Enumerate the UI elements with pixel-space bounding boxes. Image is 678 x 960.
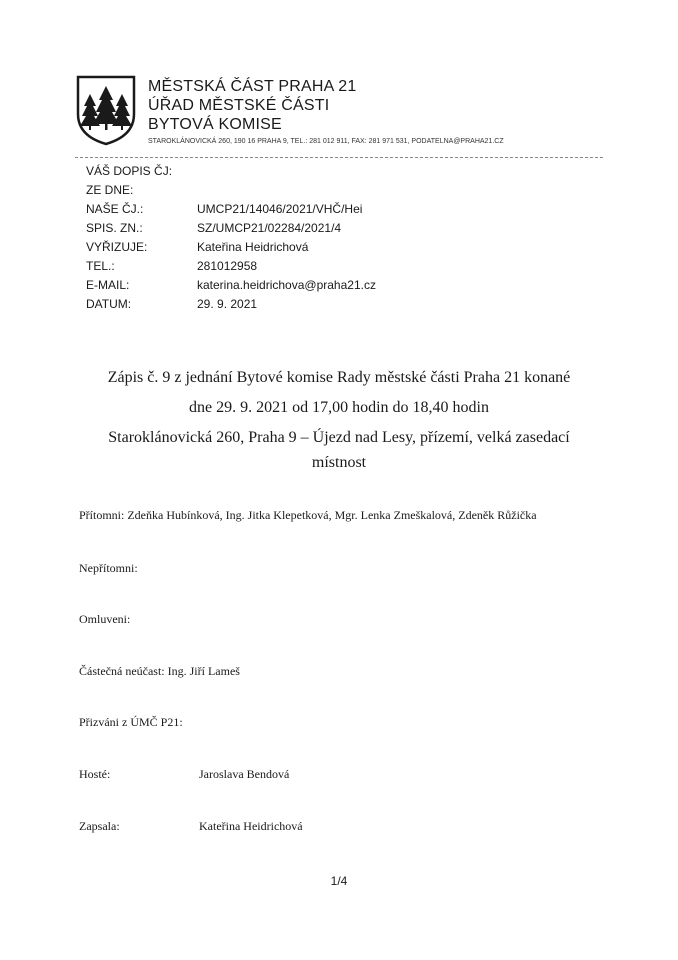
meta-value-date: 29. 9. 2021 bbox=[197, 297, 258, 311]
meta-label-handler: VYŘIZUJE: bbox=[86, 240, 148, 254]
org-name-line1: MĚSTSKÁ ČÁST PRAHA 21 bbox=[148, 78, 357, 95]
recorder-value: Kateřina Heidrichová bbox=[199, 819, 303, 833]
meta-value-handler: Kateřina Heidrichová bbox=[197, 240, 309, 254]
present-line: Přítomni: Zdeňka Hubínková, Ing. Jitka Klepetková, Mgr. Lenka Zmeškalová, Zdeněk Růžička bbox=[79, 508, 537, 522]
page-number: 1/4 bbox=[330, 874, 348, 888]
meta-value-our-ref: UMCP21/14046/2021/VHČ/Hei bbox=[197, 202, 363, 216]
meta-label-file-no: SPIS. ZN.: bbox=[86, 221, 143, 235]
recorder-label: Zapsala: bbox=[79, 819, 120, 833]
meta-value-email: katerina.heidrichova@praha21.cz bbox=[197, 278, 376, 292]
invited-line: Přizváni z ÚMČ P21: bbox=[79, 715, 183, 729]
excused-line: Omluveni: bbox=[79, 612, 131, 626]
org-address: STAROKLÁNOVICKÁ 260, 190 16 PRAHA 9, TEL.: 281 012 911, FAX: 281 971 531, PODATELNA@PRAHA21.CZ bbox=[148, 138, 504, 145]
coat-of-arms-trees-icon bbox=[75, 74, 137, 146]
meta-label-phone: TEL.: bbox=[86, 259, 115, 273]
org-name-line3: BYTOVÁ KOMISE bbox=[148, 116, 282, 133]
meta-value-file-no: SZ/UMCP21/02284/2021/4 bbox=[197, 221, 342, 235]
absent-line: Nepřítomni: bbox=[79, 561, 138, 575]
header-divider bbox=[75, 157, 603, 158]
meta-label-date: DATUM: bbox=[86, 297, 132, 311]
meta-value-phone: 281012958 bbox=[197, 259, 258, 273]
partial-absence-line: Částečná neúčast: Ing. Jiří Lameš bbox=[79, 664, 240, 678]
org-name-line2: ÚŘAD MĚSTSKÉ ČÁSTI bbox=[148, 97, 330, 114]
meta-label-date-from: ZE DNE: bbox=[86, 183, 134, 197]
minutes-title-line3: Staroklánovická 260, Praha 9 – Újezd nad Lesy, přízemí, velká zasedací bbox=[108, 429, 570, 446]
guests-value: Jaroslava Bendová bbox=[199, 767, 290, 781]
minutes-title-line1: Zápis č. 9 z jednání Bytové komise Rady městské části Praha 21 konané bbox=[107, 369, 571, 386]
guests-label: Hosté: bbox=[79, 767, 111, 781]
minutes-title-line2: dne 29. 9. 2021 od 17,00 hodin do 18,40 hodin bbox=[189, 399, 489, 416]
meta-label-your-ref: VÁŠ DOPIS ČJ: bbox=[86, 164, 173, 178]
meta-label-email: E-MAIL: bbox=[86, 278, 130, 292]
meta-label-our-ref: NAŠE ČJ.: bbox=[86, 202, 144, 216]
minutes-title-line4: místnost bbox=[311, 454, 367, 471]
